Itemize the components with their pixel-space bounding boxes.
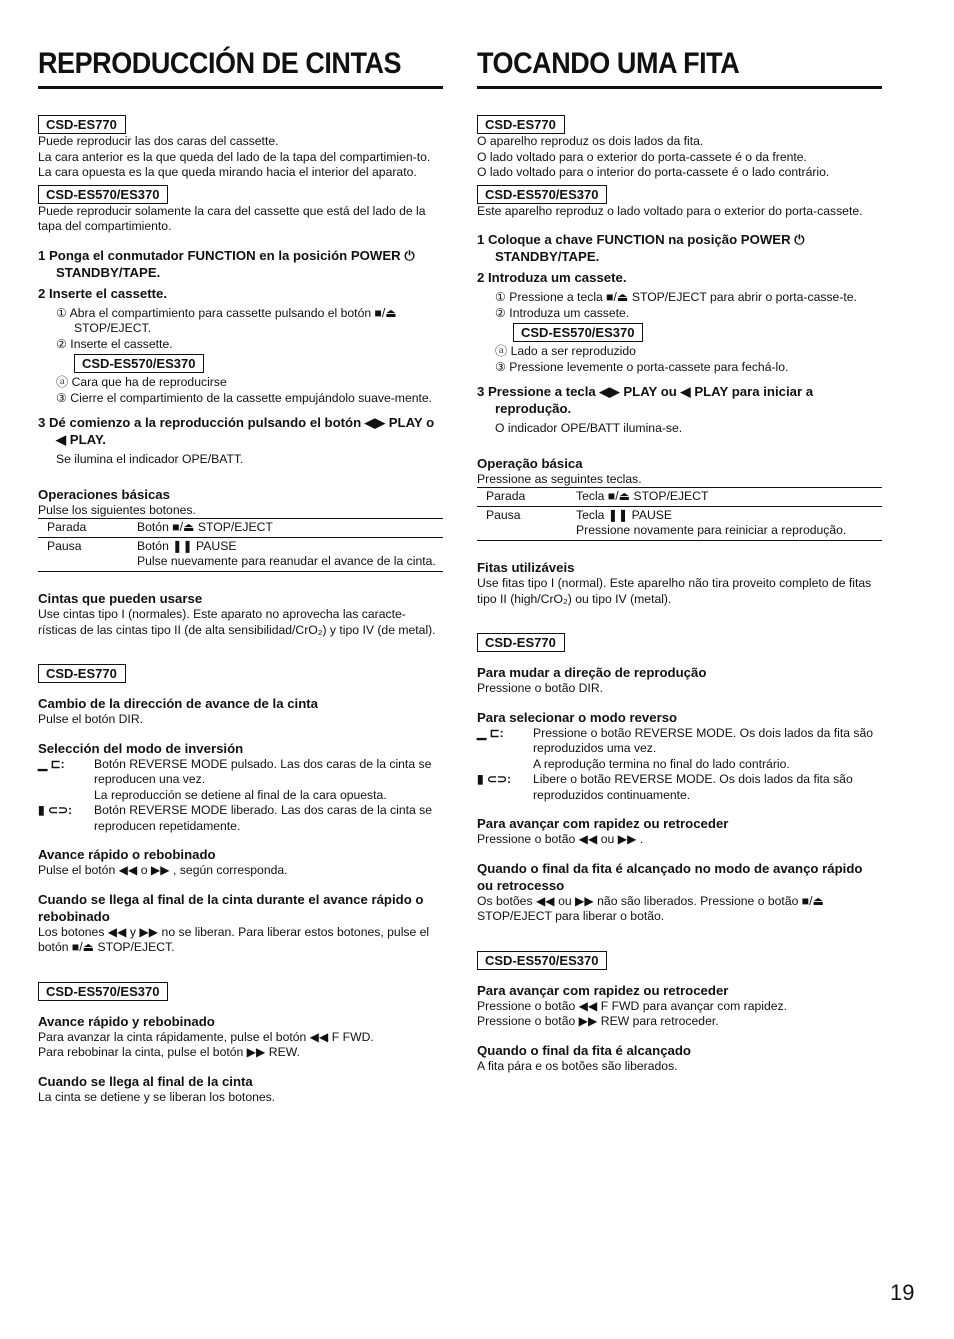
right-rev-1-text-2: A reprodução termina no final do lado contrário. — [533, 756, 790, 771]
ops-desc-line-2: Pulse nuevamente para reanudar el avance de la cinta. — [137, 554, 436, 568]
left-end2-title: Cuando se llega al final de la cinta — [38, 1073, 253, 1089]
left-end-text: Los botones ◀◀ y ▶▶ no se liberan. Para liberar estos botones, pulse el botón ■/⏏ STOP/EJECT. — [38, 924, 430, 954]
left-model-badge-1: CSD-ES770 — [38, 115, 126, 134]
ops-desc-line: Botón ■/⏏ STOP/EJECT — [137, 520, 273, 534]
ops-name: Pausa — [38, 538, 137, 572]
table-row — [477, 488, 882, 507]
right-model-badge-3: CSD-ES570/ES370 — [513, 323, 643, 342]
right-rev-2 — [477, 772, 882, 803]
right-tapes-title: Fitas utilizáveis — [477, 560, 575, 575]
reverse-once-icon: ▁ ⊏: — [477, 725, 504, 740]
left-model-badge-2: CSD-ES570/ES370 — [38, 185, 168, 204]
right-step-3-note: O indicador OPE/BATT ilumina-se. — [495, 421, 683, 435]
left-tapes-title: Cintas que pueden usarse — [38, 591, 203, 606]
ops-name: Pausa — [477, 507, 576, 541]
right-intro-1: O aparelho reproduz os dois lados da fita. — [477, 134, 704, 148]
right-model-badge-4: CSD-ES770 — [477, 633, 565, 652]
right-step-2c: ⓐ Lado a ser reproduzido — [495, 344, 636, 358]
right-ff-text: Pressione o botão ◀◀ ou ▶▶ . — [477, 832, 644, 846]
left-intro-2: La cara anterior es la que queda del lado de la tapa del compartimien-to. — [38, 149, 431, 164]
right-rev-1 — [477, 726, 882, 773]
right-model-badge-1: CSD-ES770 — [477, 115, 565, 134]
left-step-3: 3 Dé comienzo a la reproducción pulsando el botón ◀▶ PLAY o ◀ PLAY. — [38, 415, 435, 447]
table-row — [38, 519, 443, 538]
right-intro-3: O lado voltado para o interior do porta-cassete é o lado contrário. — [477, 165, 830, 179]
right-rev-title: Para selecionar o modo reverso — [477, 709, 678, 725]
left-rev-1-text: Botón REVERSE MODE pulsado. Las dos caras de la cinta se reproducen una vez. — [94, 756, 432, 786]
right-step-2b: ② Introduza um cassete. — [495, 305, 630, 320]
ops-name: Parada — [486, 489, 526, 503]
right-intro-2: O lado voltado para o exterior do porta-cassete é o da frente. — [477, 149, 807, 164]
left-step-2d: ③ Cierre el compartimiento de la cassette empujándolo suave-mente. — [56, 390, 433, 405]
right-rev-1-text: Pressione o botão REVERSE MODE. Os dois lados da fita são reproduzidos uma vez. — [533, 725, 874, 755]
right-model-badge-5: CSD-ES570/ES370 — [477, 951, 607, 970]
left-model-badge-4: CSD-ES770 — [38, 664, 126, 683]
left-intro-3: La cara opuesta es la que queda mirando hacia el interior del aparato. — [38, 165, 417, 179]
left-rev-1-text-2: La reproducción se detiene al final de la cara opuesta. — [94, 787, 387, 802]
right-ff2-text-2: Pressione o botão ▶▶ REW para retroceder. — [477, 1014, 719, 1028]
left-model-badge-3: CSD-ES570/ES370 — [74, 354, 204, 373]
right-rev-2-text: Libere o botão REVERSE MODE. Os dois lados da fita são reproduzidos continuamente. — [533, 772, 853, 802]
ops-desc — [137, 519, 443, 538]
left-ff2-text-1: Para avanzar la cinta rápidamente, pulse el botón ◀◀ F FWD. — [38, 1029, 374, 1044]
right-ops-title: Operação básica — [477, 455, 583, 471]
right-end2-title: Quando o final da fita é alcançado — [477, 1042, 691, 1058]
left-dir-text: Pulse el botón DIR. — [38, 712, 144, 726]
left-ff-text: Pulse el botón ◀◀ o ▶▶ , según corresponda. — [38, 863, 288, 877]
right-ops-intro: Pressione as seguintes teclas. — [477, 471, 642, 486]
page-number: 19 — [890, 1280, 915, 1305]
left-tapes-text: Use cintas tipo I (normales). Este aparato no aprovecha las caracte-rísticas de las cintas tipo II (de alta sensibilidad/CrO₂) y tipo IV (de metal). — [38, 607, 436, 637]
left-step-3-note: Se ilumina el indicador OPE/BATT. — [56, 452, 244, 466]
left-rev-2 — [38, 803, 443, 834]
left-rev-1 — [38, 757, 443, 804]
ops-desc-line: Tecla ■/⏏ STOP/EJECT — [576, 489, 709, 503]
right-intro-4: Este aparelho reproduz o lado voltado para o exterior do porta-cassete. — [477, 203, 863, 218]
right-dir-title: Para mudar a direção de reprodução — [477, 665, 707, 680]
left-ops-intro: Pulse los siguientes botones. — [38, 502, 196, 517]
left-end2-text: La cinta se detiene y se liberan los botones. — [38, 1089, 276, 1104]
ops-name: Parada — [47, 520, 87, 534]
left-title: REPRODUCCIÓN DE CINTAS — [38, 47, 402, 80]
right-ops-table — [477, 487, 882, 541]
right-ff2-title: Para avançar com rapidez ou retroceder — [477, 982, 729, 998]
right-tapes-text: Use fitas tipo I (normal). Este aparelho não tira proveito completo de fitas tipo II (high/CrO₂) ou tipo IV (metal). — [477, 576, 872, 606]
left-ops-table — [38, 518, 443, 572]
left-step-2: 2 Inserte el cassette. — [38, 285, 168, 301]
right-step-3: 3 Pressione a tecla ◀▶ PLAY ou ◀ PLAY para iniciar a reprodução. — [477, 384, 814, 416]
table-row — [477, 507, 882, 541]
reverse-continuous-icon: ▮ ⊂⊃: — [477, 772, 512, 786]
ops-desc-line-2: Pressione novamente para reiniciar a reprodução. — [576, 523, 847, 537]
right-ff-title: Para avançar com rapidez ou retroceder — [477, 816, 729, 831]
left-model-badge-5: CSD-ES570/ES370 — [38, 982, 168, 1001]
left-step-2b: ② Inserte el cassette. — [56, 336, 173, 351]
left-step-1: 1 Ponga el conmutador FUNCTION en la posición POWER ⏻ STANDBY/TAPE. — [38, 247, 415, 280]
ops-desc-line: Tecla ❚❚ PAUSE — [576, 508, 673, 522]
table-row — [38, 538, 443, 572]
right-step-2a: ① Pressione a tecla ■/⏏ STOP/EJECT para abrir o porta-casse-te. — [495, 290, 857, 304]
left-column — [38, 46, 443, 1105]
left-dir-title: Cambio de la dirección de avance de la cinta — [38, 696, 318, 711]
left-ops-title: Operaciones básicas — [38, 486, 170, 502]
right-end2-text: A fita pára e os botões são liberados. — [477, 1058, 678, 1073]
left-ff2-title: Avance rápido y rebobinado — [38, 1013, 215, 1029]
left-rev-title: Selección del modo de inversión — [38, 740, 244, 756]
left-ff2-text-2: Para rebobinar la cinta, pulse el botón ▶▶ REW. — [38, 1045, 300, 1059]
reverse-once-icon: ▁ ⊏: — [38, 756, 65, 771]
left-intro-4: Puede reproducir solamente la cara del cassette que está del lado de la tapa del compartimiento. — [38, 203, 426, 233]
left-intro-1: Puede reproducir las dos caras del cassette. — [38, 134, 279, 148]
right-step-2: 2 Introduza um cassete. — [477, 270, 627, 285]
right-column — [477, 46, 882, 1074]
ops-desc — [137, 538, 443, 572]
left-rev-2-text: Botón REVERSE MODE liberado. Las dos caras de la cinta se reproducen repetidamente. — [94, 803, 433, 833]
ops-desc — [576, 507, 882, 541]
ops-desc — [576, 488, 882, 507]
right-end-text: Os botões ◀◀ ou ▶▶ não são liberados. Pressione o botão ■/⏏ STOP/EJECT para liberar o botão. — [477, 893, 825, 923]
left-step-2a: ① Abra el compartimiento para cassette pulsando el botón ■/⏏ STOP/EJECT. — [56, 305, 397, 335]
left-ff-title: Avance rápido o rebobinado — [38, 847, 216, 862]
right-title: TOCANDO UMA FITA — [477, 47, 740, 80]
right-dir-text: Pressione o botão DIR. — [477, 681, 604, 695]
left-step-2c: ⓐ Cara que ha de reproducirse — [56, 375, 227, 389]
right-model-badge-2: CSD-ES570/ES370 — [477, 185, 607, 204]
right-step-1: 1 Coloque a chave FUNCTION na posição POWER ⏻ STANDBY/TAPE. — [477, 232, 805, 264]
right-end-title: Quando o final da fita é alcançado no modo de avanço rápido ou retrocesso — [477, 860, 863, 893]
ops-desc-line: Botón ❚❚ PAUSE — [137, 539, 237, 553]
reverse-continuous-icon: ▮ ⊂⊃: — [38, 803, 73, 817]
left-end-title: Cuando se llega al final de la cinta durante el avance rápido o rebobinado — [38, 891, 424, 924]
right-ff2-text-1: Pressione o botão ◀◀ F FWD para avançar com rapidez. — [477, 998, 788, 1013]
right-step-2d: ③ Pressione levemente o porta-cassete para fechá-lo. — [495, 359, 789, 374]
